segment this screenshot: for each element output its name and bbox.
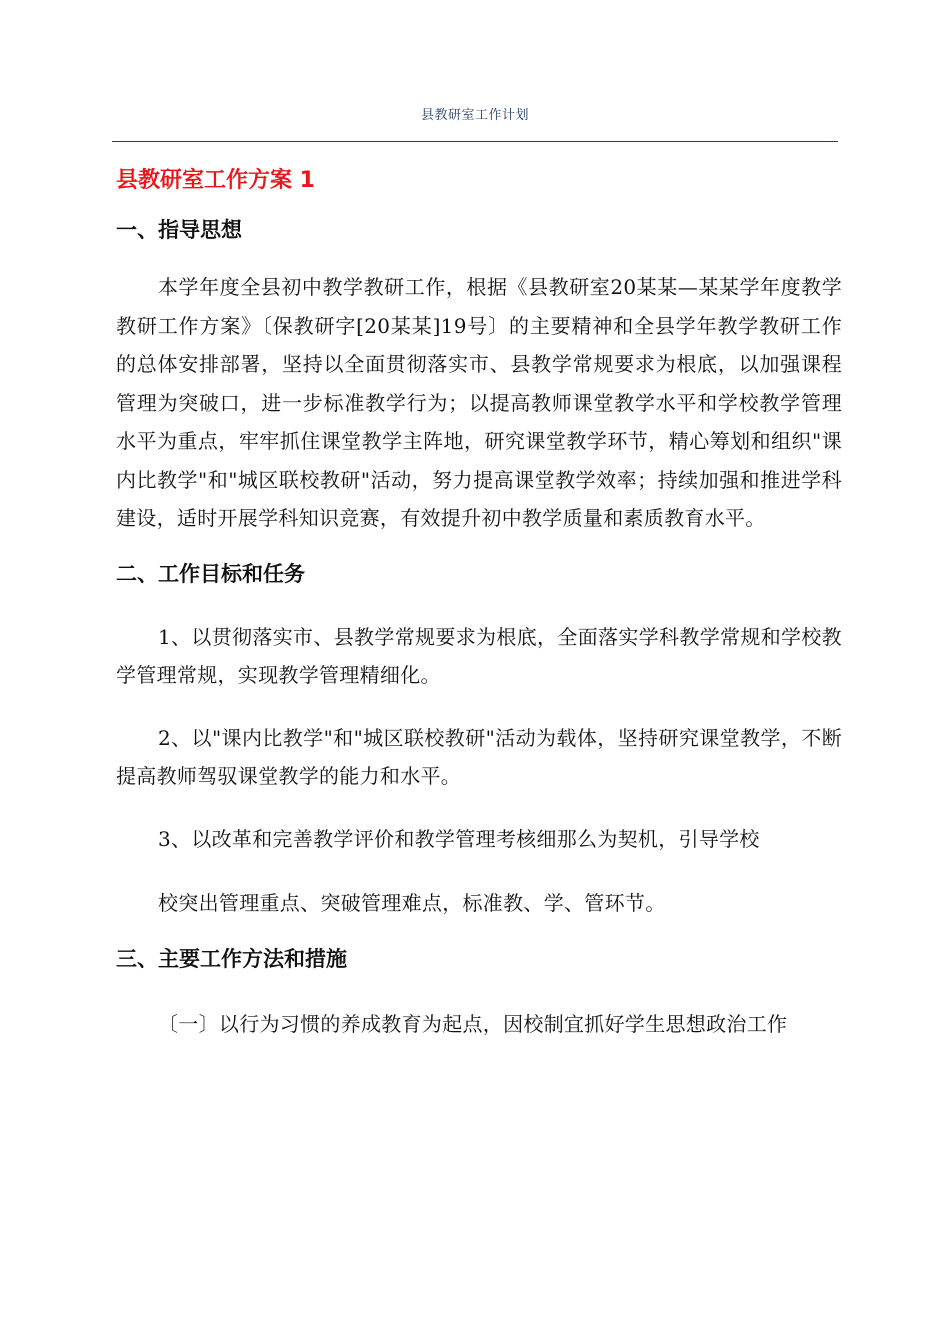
document-title: 县教研室工作方案 1 [116,168,315,193]
running-header: 县教研室工作计划 [420,108,529,123]
list-item-goal-3-continuation: 校突出管理重点、突破管理难点，标准教、学、管环节。 [158,891,666,915]
list-item-goal-1: 1、以贯彻落实市、县教学常规要求为根底，全面落实学科教学常规和学校教学管理常规，实现教学管理精细化。 [116,624,842,687]
list-item-goal-2: 2、以"课内比教学"和"城区联校教研"活动为载体，坚持研究课堂教学，不断提高教师驾驭课堂教学的能力和水平。 [116,725,842,788]
section-heading-methods-measures: 三、主要工作方法和措施 [116,946,347,971]
paragraph-measure-1: 〔一〕以行为习惯的养成教育为起点，因校制宜抓好学生思想政治工作 [158,1011,788,1036]
paragraph-guiding-ideology: 本学年度全县初中教学教研工作，根据《县教研室20某某—某某学年度教学教研工作方案》〔保教研字[20某某]19号〕的主要精神和全县学年教学教研工作的总体安排部署，坚持以全面贯彻落实市、县教学常规要求为根底，以加强课程管理为突破口，进一步标准教学行为；以提高教师课堂教学水平和学校教学管理水平为重点，牢牢抓住课堂教学主阵地，研究课堂教学环节，精心筹划和组织"课内比教学"和"城区联校教研"活动，努力提高课堂教学效率；持续加强和推进学科建设，适时开展学科知识竞赛，有效提升初中教学质量和素质教育水平。 [116,275,842,530]
header-divider [112,141,838,142]
list-item-goal-3: 3、以改革和完善教学评价和教学管理考核细那么为契机，引导学校 [158,826,760,851]
section-heading-guiding-ideology: 一、指导思想 [116,218,242,242]
document-body [116,158,842,1043]
section-heading-goals-tasks: 二、工作目标和任务 [116,561,305,586]
